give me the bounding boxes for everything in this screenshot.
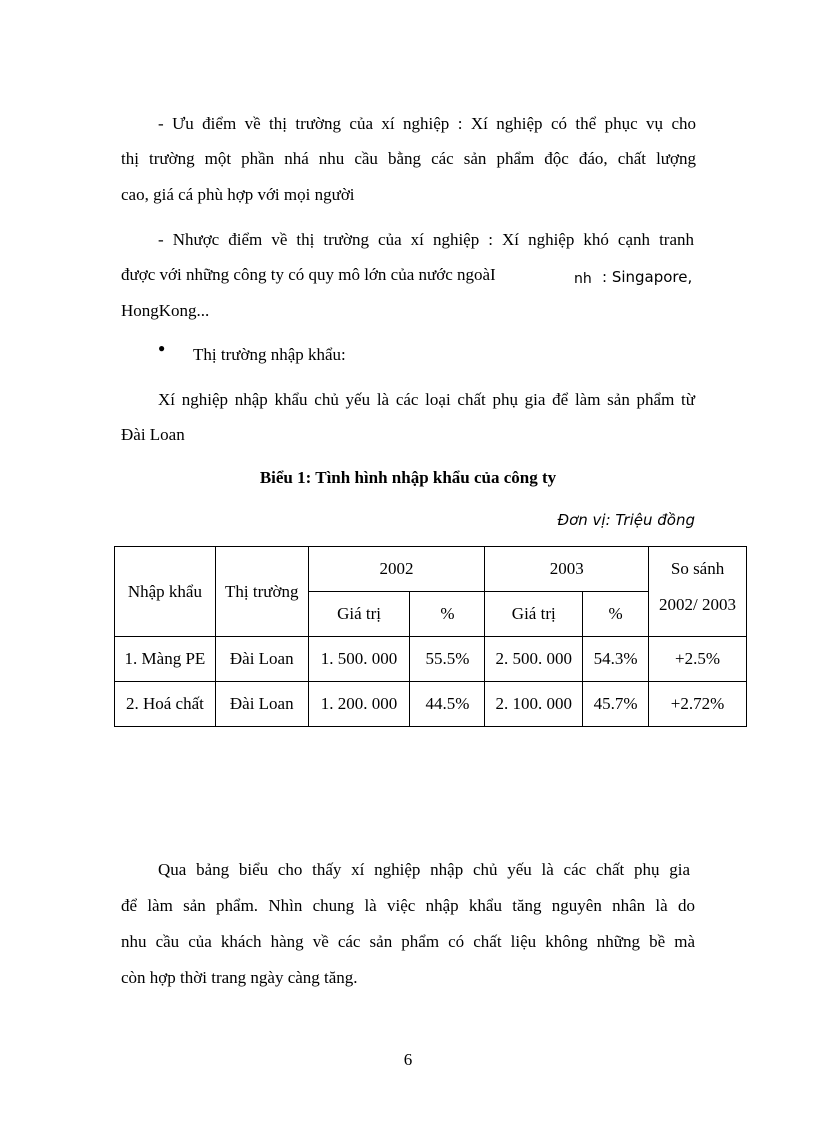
- para4-line4: còn hợp thời trang ngày càng tăng.: [121, 968, 358, 987]
- header-compare: So sánh 2002/ 2003: [649, 547, 747, 637]
- para2-line1: - Nhược điểm về thị trường của xí nghiệp : Xí nghiệp khó cạnh tranh: [158, 230, 694, 249]
- para1-line1: - Ưu điểm về thị trường của xí nghiệp : Xí nghiệp có thể phục vụ cho: [158, 114, 696, 133]
- para1-line2: thị trường một phần nhá nhu cầu bằng các sản phẩm độc đáo, chất lượng: [121, 149, 696, 168]
- table-title: Biểu 1: Tình hình nhập khẩu của công ty: [259, 468, 557, 487]
- header-year-2002: 2002: [308, 547, 485, 592]
- table-row: [115, 637, 747, 682]
- row-compare: +2.5%: [649, 637, 747, 682]
- row-value-2002: 1. 200. 000: [308, 682, 410, 727]
- row-item: 1. Màng PE: [115, 637, 216, 682]
- para2-line2c: : Singapore,: [602, 268, 693, 286]
- bullet-text: Thị trường nhập khẩu:: [193, 345, 346, 364]
- header-market: Thị trường: [215, 547, 308, 637]
- row-percent-2003: 45.7%: [583, 682, 649, 727]
- row-compare: +2.72%: [649, 682, 747, 727]
- para2-line2b: nh: [574, 271, 592, 287]
- row-item: 2. Hoá chất: [115, 682, 216, 727]
- para4-line2: để làm sản phẩm. Nhìn chung là việc nhập khẩu tăng nguyên nhân là do: [121, 896, 695, 915]
- row-value-2003: 2. 100. 000: [485, 682, 583, 727]
- para4-line1: Qua bảng biểu cho thấy xí nghiệp nhập chủ yếu là các chất phụ gia: [158, 860, 690, 879]
- subheader-percent-2002: %: [410, 592, 485, 637]
- para4-line3: nhu cầu của khách hàng về các sản phẩm có chất liệu không những bề mà: [121, 932, 695, 951]
- subheader-value-2002: Giá trị: [308, 592, 410, 637]
- row-market: Đài Loan: [215, 682, 308, 727]
- para3-line2: Đài Loan: [121, 425, 185, 444]
- para2-line2a: được với những công ty có quy mô lớn của nước ngoàI: [121, 265, 496, 284]
- row-market: Đài Loan: [215, 637, 308, 682]
- subheader-value-2003: Giá trị: [485, 592, 583, 637]
- row-value-2002: 1. 500. 000: [308, 637, 410, 682]
- bullet-icon: ●: [158, 341, 166, 355]
- row-percent-2002: 44.5%: [410, 682, 485, 727]
- para2-line3: HongKong...: [121, 301, 210, 320]
- subheader-percent-2003: %: [583, 592, 649, 637]
- page-number: 6: [403, 1050, 413, 1069]
- row-value-2003: 2. 500. 000: [485, 637, 583, 682]
- header-year-2003: 2003: [485, 547, 649, 592]
- table-row: [115, 682, 747, 727]
- table-header-row: [115, 547, 747, 592]
- row-percent-2002: 55.5%: [410, 637, 485, 682]
- import-table: [114, 546, 747, 727]
- row-percent-2003: 54.3%: [583, 637, 649, 682]
- header-import: Nhập khẩu: [115, 547, 216, 637]
- para1-line3: cao, giá cá phù hợp với mọi người: [121, 185, 355, 204]
- table-unit: Đơn vị: Triệu đồng: [557, 511, 695, 529]
- para3-line1: Xí nghiệp nhập khẩu chủ yếu là các loại chất phụ gia để làm sản phẩm từ: [158, 390, 695, 409]
